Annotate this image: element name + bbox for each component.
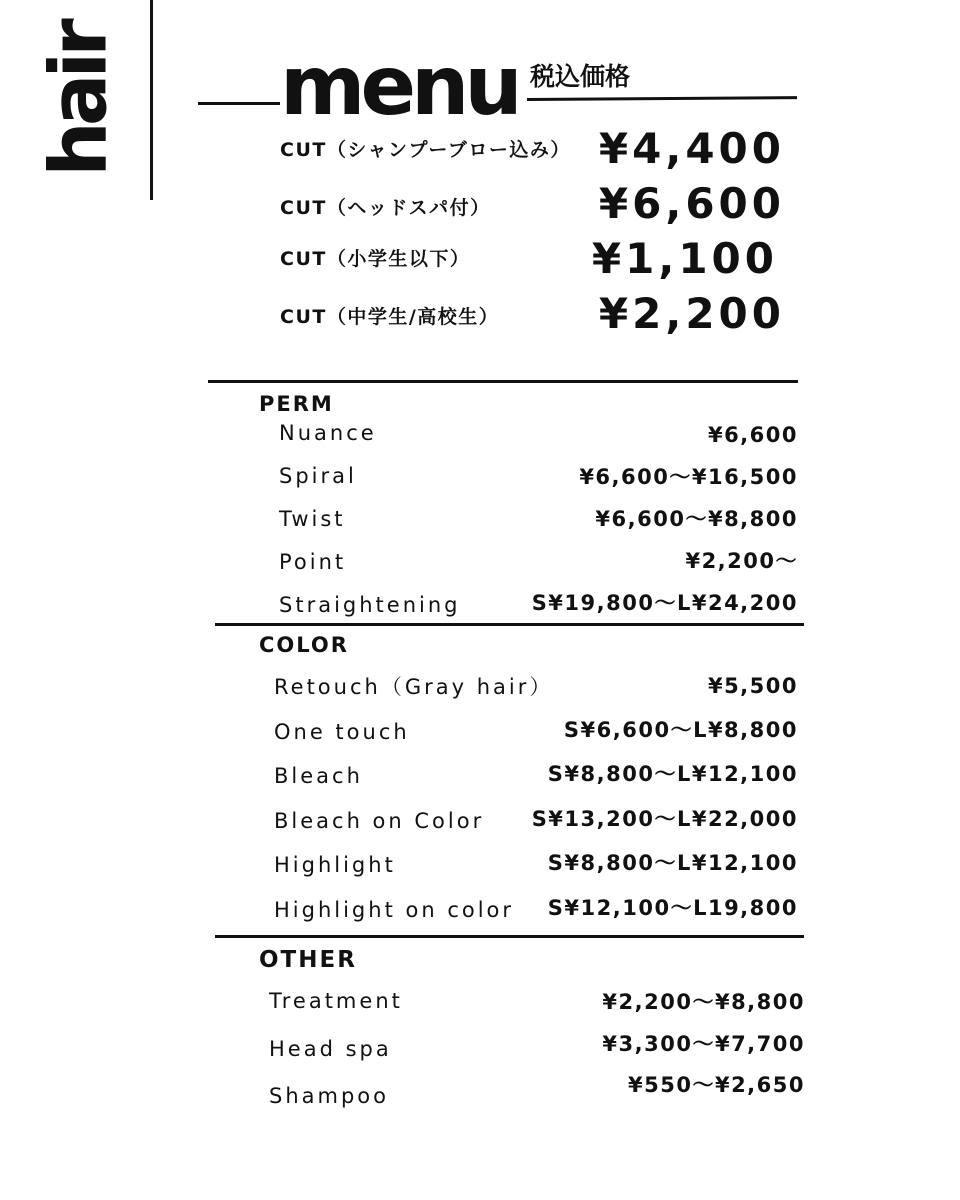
title-rule-right xyxy=(527,96,797,101)
item-name: Highlight on color xyxy=(274,898,515,922)
item-name: Spiral xyxy=(279,464,357,488)
side-word-hair xyxy=(30,0,130,200)
cut-price: ¥6,600 xyxy=(598,179,785,228)
section-title: COLOR xyxy=(259,633,349,657)
item-name: Straightening xyxy=(279,593,461,617)
side-word-text: hair xyxy=(35,23,125,177)
item-name: Bleach on Color xyxy=(274,809,485,833)
section-title: OTHER xyxy=(259,947,357,973)
section-divider xyxy=(208,380,798,383)
item-name: One touch xyxy=(274,720,410,744)
cut-price: ¥2,200 xyxy=(598,289,785,338)
cut-label: CUT（中学生/高校生） xyxy=(280,306,500,328)
item-price: ¥6,600〜¥8,800 xyxy=(595,507,798,531)
side-divider xyxy=(150,0,153,200)
item-name: Retouch（Gray hair） xyxy=(274,675,554,699)
item-name: Point xyxy=(279,550,347,574)
item-name: Highlight xyxy=(274,853,396,877)
item-price: ¥2,200〜¥8,800 xyxy=(602,990,805,1014)
item-name: Treatment xyxy=(269,989,403,1013)
cut-price: ¥4,400 xyxy=(598,124,785,173)
cut-price: ¥1,100 xyxy=(591,234,778,283)
item-price: S¥6,600〜L¥8,800 xyxy=(563,718,798,742)
item-name: Head spa xyxy=(269,1037,392,1061)
item-price: S¥19,800〜L¥24,200 xyxy=(531,591,798,615)
menu-title: menu xyxy=(280,39,518,134)
item-price: S¥13,200〜L¥22,000 xyxy=(531,807,798,831)
item-price: ¥6,600〜¥16,500 xyxy=(579,465,798,489)
section-divider xyxy=(215,935,804,938)
item-price: ¥2,200〜 xyxy=(685,549,798,573)
item-price: S¥8,800〜L¥12,100 xyxy=(547,851,798,875)
item-name: Bleach xyxy=(274,764,363,788)
tax-note: 税込価格 xyxy=(530,62,631,91)
item-price: ¥6,600 xyxy=(707,423,798,447)
cut-label: CUT（ヘッドスパ付） xyxy=(280,197,491,219)
item-price: S¥8,800〜L¥12,100 xyxy=(547,762,798,786)
item-price: ¥3,300〜¥7,700 xyxy=(602,1032,805,1056)
cut-label: CUT（シャンプーブロー込み） xyxy=(280,139,571,161)
section-divider xyxy=(215,623,804,626)
cut-label: CUT（小学生以下） xyxy=(280,248,471,270)
section-title: PERM xyxy=(259,392,334,416)
item-name: Nuance xyxy=(279,421,377,445)
item-price: ¥5,500 xyxy=(707,674,798,698)
item-price: ¥550〜¥2,650 xyxy=(628,1073,805,1097)
item-price: S¥12,100〜L19,800 xyxy=(547,896,798,920)
item-name: Shampoo xyxy=(269,1084,389,1108)
item-name: Twist xyxy=(279,507,346,531)
title-rule-left xyxy=(198,102,280,105)
